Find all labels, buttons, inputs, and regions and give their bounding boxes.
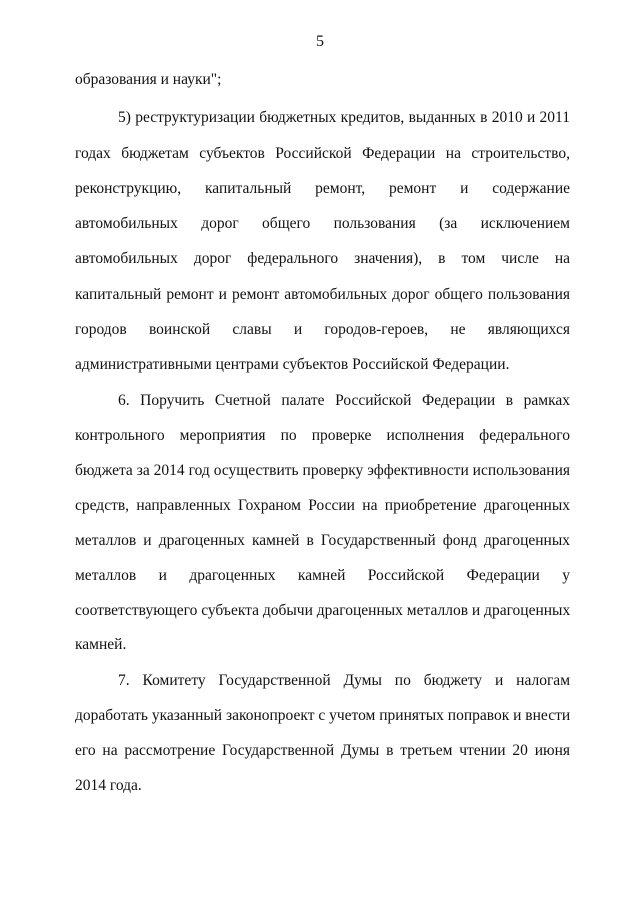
text-line: его на рассмотрение Государственной Думы в третьем чтении 20 июня	[75, 742, 570, 759]
text-line: годах бюджетам субъектов Российской Федерации на строительство,	[75, 145, 570, 162]
text-line: капитальный ремонт и ремонт автомобильных дорог общего пользования	[75, 286, 570, 303]
text-line: доработать указанный законопроект с учетом принятых поправок и внести	[75, 707, 571, 724]
text-line: автомобильных дорог общего пользования (за исключением	[75, 215, 570, 232]
text-line: камней.	[75, 636, 127, 653]
text-line: реконструкцию, капитальный ремонт, ремонт и содержание	[75, 180, 570, 197]
text-line: 5) реструктуризации бюджетных кредитов, выданных в 2010 и 2011	[118, 109, 570, 126]
text-line: 7. Комитету Государственной Думы по бюджету и налогам	[118, 672, 570, 689]
text-line: 2014 года.	[75, 777, 142, 794]
text-line: автомобильных дорог федерального значения), в том числе на	[75, 250, 570, 267]
text-line: образования и науки";	[75, 71, 222, 88]
text-line: металлов и драгоценных камней Российской Федерации у	[75, 567, 570, 584]
text-line: 6. Поручить Счетной палате Российской Федерации в рамках	[118, 392, 570, 409]
text-line: металлов и драгоценных камней в Государственный фонд драгоценных	[75, 532, 570, 549]
text-line: контрольного мероприятия по проверке исполнения федерального	[75, 427, 570, 444]
page-number: 5	[316, 33, 324, 50]
text-line: бюджета за 2014 год осуществить проверку эффективности использования	[75, 462, 570, 479]
text-line: городов воинской славы и городов-героев, не являющихся	[75, 321, 570, 338]
text-line: административными центрами субъектов Российской Федерации.	[75, 356, 510, 373]
text-line: средств, направленных Гохраном России на приобретение драгоценных	[75, 497, 570, 514]
text-line: соответствующего субъекта добычи драгоценных металлов и драгоценных	[75, 602, 571, 619]
